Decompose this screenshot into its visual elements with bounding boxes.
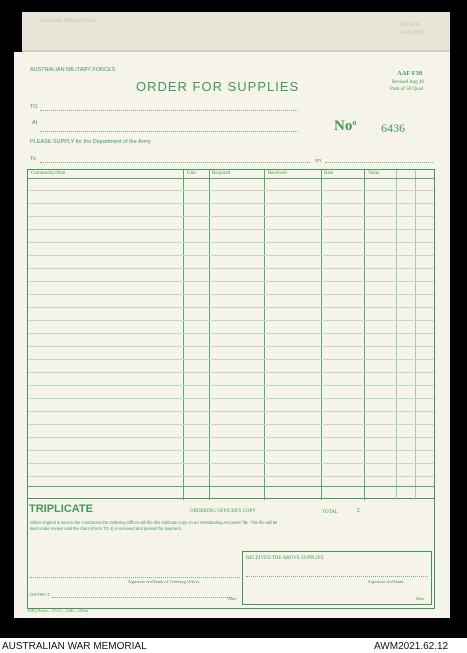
- pads-note: Pads of 50 Quad: [390, 87, 424, 92]
- district-line: [52, 597, 232, 598]
- ordering-signature-caption: Signature and Rank of Ordering Officer: [128, 579, 200, 584]
- table-row: [28, 411, 434, 412]
- revised-date: Revised Aug 46: [392, 80, 424, 85]
- header-rule: [28, 178, 434, 179]
- please-supply-text: PLEASE SUPPLY for the Department of the Army: [30, 139, 151, 145]
- at-label: At: [32, 120, 38, 126]
- date-label-1: Date: [228, 596, 237, 601]
- received-label: RECEIVED THE ABOVE SUPPLIES: [246, 556, 324, 561]
- to-line: [40, 110, 298, 111]
- ordering-officer-copy: ORDERING OFFICER'S COPY: [190, 509, 256, 514]
- form-code: AAF F39: [397, 70, 423, 77]
- footer-accession-number: AWM2021.62.12: [374, 641, 449, 652]
- items-table: [27, 169, 435, 499]
- table-row: [28, 359, 434, 360]
- col-header-unit: Unit: [187, 171, 196, 176]
- col-header-required: Required: [212, 171, 231, 176]
- number-label: No$^o$: [334, 118, 357, 134]
- table-row: [28, 346, 434, 347]
- table-row: [28, 242, 434, 243]
- table-row: [28, 476, 434, 477]
- table-row: [28, 268, 434, 269]
- table-row: [28, 229, 434, 230]
- table-row: [28, 372, 434, 373]
- col-header-value: Value: [368, 171, 380, 176]
- order-number: 6436: [381, 121, 405, 135]
- received-signature-line: [246, 576, 428, 577]
- footer-institution: AUSTRALIAN WAR MEMORIAL: [2, 641, 147, 652]
- table-row: [28, 450, 434, 451]
- table-row: [28, 255, 434, 256]
- to2-label: To: [30, 156, 36, 162]
- table-row: [28, 437, 434, 438]
- table-row: [28, 203, 434, 204]
- ordering-signature-line: [30, 577, 240, 578]
- table-row: [28, 385, 434, 386]
- table-row: [28, 190, 434, 191]
- totals-rule: [28, 486, 434, 487]
- instructions-line-2: kept under review until the claim (Form TS 4) is received and passed for payment.: [30, 526, 182, 531]
- at-line: [40, 131, 298, 132]
- on-line: [325, 162, 433, 163]
- table-row: [28, 424, 434, 425]
- table-row: [28, 281, 434, 282]
- table-row: [28, 294, 434, 295]
- district-label: DISTRICT: [30, 592, 51, 597]
- printer-imprint: AHQ Press—3723—3/46—100m: [27, 608, 89, 613]
- table-row: [28, 307, 434, 308]
- total-currency: £: [357, 508, 360, 514]
- col-header-rate: Rate: [324, 171, 334, 176]
- table-row: [28, 216, 434, 217]
- col-header-commodity: Commodity/Item: [31, 171, 66, 176]
- on-label: on: [315, 158, 322, 164]
- instructions-line-1: When original is sent to the Contractor the Ordering Officer will file this triplicate copy on an Outstanding Accounts' file. This file will be: [30, 520, 278, 525]
- triplicate-label: TRIPLICATE: [29, 503, 93, 515]
- col-header-received: Received: [268, 171, 287, 176]
- back-sheet-ghost-right-1: AAF F39: [400, 22, 420, 28]
- to2-line: [40, 162, 310, 163]
- back-sheet-ghost-left: Australian Military Forces: [40, 18, 97, 24]
- table-row: [28, 333, 434, 334]
- to-label: TO: [30, 104, 38, 110]
- org-name: AUSTRALIAN MILITARY FORCES: [30, 67, 116, 73]
- back-sheet-ghost-right-2: Pads of 50: [400, 30, 424, 36]
- table-row: [28, 463, 434, 464]
- table-row: [28, 398, 434, 399]
- table-row: [28, 320, 434, 321]
- received-signature-caption: Signature and Rank: [368, 579, 404, 584]
- page-title: ORDER FOR SUPPLIES: [136, 79, 300, 94]
- date-label-2: Date: [416, 596, 425, 601]
- total-label: TOTAL: [322, 510, 338, 515]
